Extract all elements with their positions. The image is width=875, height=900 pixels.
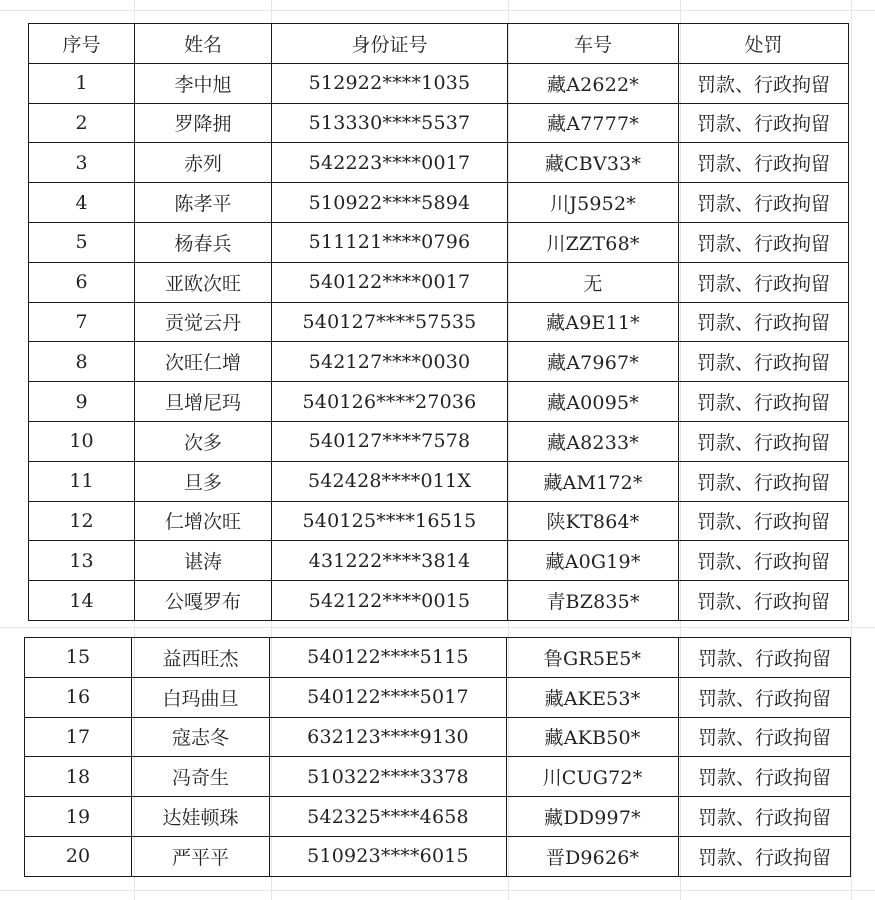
cell-index: 15: [25, 638, 132, 678]
penalty-table-part2: [24, 637, 851, 877]
table-row: [29, 63, 849, 103]
cell-name: 益西旺杰: [132, 638, 270, 678]
cell-index: 9: [29, 382, 135, 422]
table-row: [29, 421, 849, 461]
cell-name: 冯奇生: [132, 757, 270, 797]
grid-line: [0, 10, 875, 11]
cell-index: 16: [25, 677, 132, 717]
cell-id-number: 540126****27036: [272, 382, 508, 422]
cell-plate: 藏A8233*: [508, 421, 679, 461]
cell-penalty: 罚款、行政拘留: [679, 382, 849, 422]
cell-plate: 川J5952*: [508, 183, 679, 223]
cell-plate: 川ZZT68*: [508, 222, 679, 262]
table-row: [29, 461, 849, 501]
cell-plate: 藏A0095*: [508, 382, 679, 422]
cell-id-number: 540127****7578: [272, 421, 508, 461]
cell-name: 杨春兵: [135, 222, 272, 262]
table-row: [25, 757, 851, 797]
cell-penalty: 罚款、行政拘留: [679, 541, 849, 581]
cell-penalty: 罚款、行政拘留: [679, 183, 849, 223]
cell-index: 7: [29, 302, 135, 342]
table-row: [29, 302, 849, 342]
cell-penalty: 罚款、行政拘留: [679, 421, 849, 461]
column-header-penalty: 处罚: [679, 24, 849, 64]
cell-plate: 藏A7777*: [508, 103, 679, 143]
cell-id-number: 542127****0030: [272, 342, 508, 382]
table-row: [29, 143, 849, 183]
cell-index: 13: [29, 541, 135, 581]
cell-index: 4: [29, 183, 135, 223]
cell-penalty: 罚款、行政拘留: [679, 63, 849, 103]
cell-index: 20: [25, 836, 132, 876]
cell-name: 达娃顿珠: [132, 797, 270, 837]
cell-penalty: 罚款、行政拘留: [679, 797, 851, 837]
cell-plate: 藏AKE53*: [507, 677, 679, 717]
cell-plate: 藏CBV33*: [508, 143, 679, 183]
cell-index: 12: [29, 501, 135, 541]
cell-plate: 晋D9626*: [507, 836, 679, 876]
cell-name: 罗降拥: [135, 103, 272, 143]
cell-penalty: 罚款、行政拘留: [679, 677, 851, 717]
table-row: [29, 342, 849, 382]
cell-id-number: 542325****4658: [270, 797, 507, 837]
column-header-id-number: 身份证号: [272, 24, 508, 64]
cell-plate: 无: [508, 262, 679, 302]
cell-plate: 陕KT864*: [508, 501, 679, 541]
cell-index: 14: [29, 581, 135, 621]
cell-index: 3: [29, 143, 135, 183]
cell-id-number: 513330****5537: [272, 103, 508, 143]
cell-id-number: 510922****5894: [272, 183, 508, 223]
table-row: [25, 797, 851, 837]
cell-penalty: 罚款、行政拘留: [679, 757, 851, 797]
cell-id-number: 510322****3378: [270, 757, 507, 797]
cell-index: 8: [29, 342, 135, 382]
cell-plate: 藏A7967*: [508, 342, 679, 382]
cell-plate: 青BZ835*: [508, 581, 679, 621]
cell-plate: 藏A2622*: [508, 63, 679, 103]
cell-penalty: 罚款、行政拘留: [679, 222, 849, 262]
table-row: [29, 581, 849, 621]
cell-name: 旦多: [135, 461, 272, 501]
cell-penalty: 罚款、行政拘留: [679, 501, 849, 541]
table-header-row: [29, 24, 849, 64]
cell-name: 白玛曲旦: [132, 677, 270, 717]
cell-index: 19: [25, 797, 132, 837]
cell-name: 仁增次旺: [135, 501, 272, 541]
grid-line: [0, 627, 875, 628]
cell-index: 1: [29, 63, 135, 103]
grid-line: [851, 0, 852, 900]
cell-penalty: 罚款、行政拘留: [679, 103, 849, 143]
cell-id-number: 540122****0017: [272, 262, 508, 302]
cell-name: 次多: [135, 421, 272, 461]
cell-penalty: 罚款、行政拘留: [679, 638, 851, 678]
table-body-part2: [25, 638, 851, 877]
cell-name: 亚欧次旺: [135, 262, 272, 302]
cell-plate: 藏DD997*: [507, 797, 679, 837]
cell-id-number: 511121****0796: [272, 222, 508, 262]
cell-penalty: 罚款、行政拘留: [679, 461, 849, 501]
cell-index: 2: [29, 103, 135, 143]
cell-index: 17: [25, 717, 132, 757]
table-body-part1: [29, 63, 849, 620]
cell-penalty: 罚款、行政拘留: [679, 836, 851, 876]
cell-name: 赤列: [135, 143, 272, 183]
cell-plate: 藏AKB50*: [507, 717, 679, 757]
cell-index: 6: [29, 262, 135, 302]
cell-id-number: 510923****6015: [270, 836, 507, 876]
cell-plate: 藏AM172*: [508, 461, 679, 501]
cell-index: 18: [25, 757, 132, 797]
cell-id-number: 542223****0017: [272, 143, 508, 183]
cell-name: 陈孝平: [135, 183, 272, 223]
cell-name: 严平平: [132, 836, 270, 876]
table-row: [29, 382, 849, 422]
cell-name: 贡觉云丹: [135, 302, 272, 342]
table-row: [25, 677, 851, 717]
table-row: [29, 103, 849, 143]
column-header-plate: 车号: [508, 24, 679, 64]
cell-penalty: 罚款、行政拘留: [679, 717, 851, 757]
cell-id-number: 632123****9130: [270, 717, 507, 757]
cell-name: 李中旭: [135, 63, 272, 103]
table-row: [25, 717, 851, 757]
table-row: [29, 501, 849, 541]
cell-index: 11: [29, 461, 135, 501]
cell-id-number: 542428****011X: [272, 461, 508, 501]
cell-plate: 鲁GR5E5*: [507, 638, 679, 678]
cell-index: 10: [29, 421, 135, 461]
table-row: [29, 183, 849, 223]
cell-penalty: 罚款、行政拘留: [679, 143, 849, 183]
table-row: [29, 262, 849, 302]
table-row: [29, 541, 849, 581]
penalty-table-part1: [28, 23, 849, 621]
column-header-name: 姓名: [135, 24, 272, 64]
cell-penalty: 罚款、行政拘留: [679, 342, 849, 382]
cell-id-number: 540122****5115: [270, 638, 507, 678]
cell-plate: 藏A0G19*: [508, 541, 679, 581]
table-row: [25, 836, 851, 876]
cell-penalty: 罚款、行政拘留: [679, 302, 849, 342]
cell-index: 5: [29, 222, 135, 262]
cell-name: 旦增尼玛: [135, 382, 272, 422]
cell-id-number: 512922****1035: [272, 63, 508, 103]
cell-plate: 藏A9E11*: [508, 302, 679, 342]
cell-id-number: 540127****57535: [272, 302, 508, 342]
cell-id-number: 540125****16515: [272, 501, 508, 541]
table-row: [29, 222, 849, 262]
cell-penalty: 罚款、行政拘留: [679, 581, 849, 621]
cell-plate: 川CUG72*: [507, 757, 679, 797]
cell-id-number: 542122****0015: [272, 581, 508, 621]
cell-name: 公嘎罗布: [135, 581, 272, 621]
cell-id-number: 540122****5017: [270, 677, 507, 717]
cell-id-number: 431222****3814: [272, 541, 508, 581]
column-header-index: 序号: [29, 24, 135, 64]
cell-penalty: 罚款、行政拘留: [679, 262, 849, 302]
cell-name: 谌涛: [135, 541, 272, 581]
table-row: [25, 638, 851, 678]
cell-name: 次旺仁增: [135, 342, 272, 382]
grid-line: [0, 890, 875, 891]
cell-name: 寇志冬: [132, 717, 270, 757]
